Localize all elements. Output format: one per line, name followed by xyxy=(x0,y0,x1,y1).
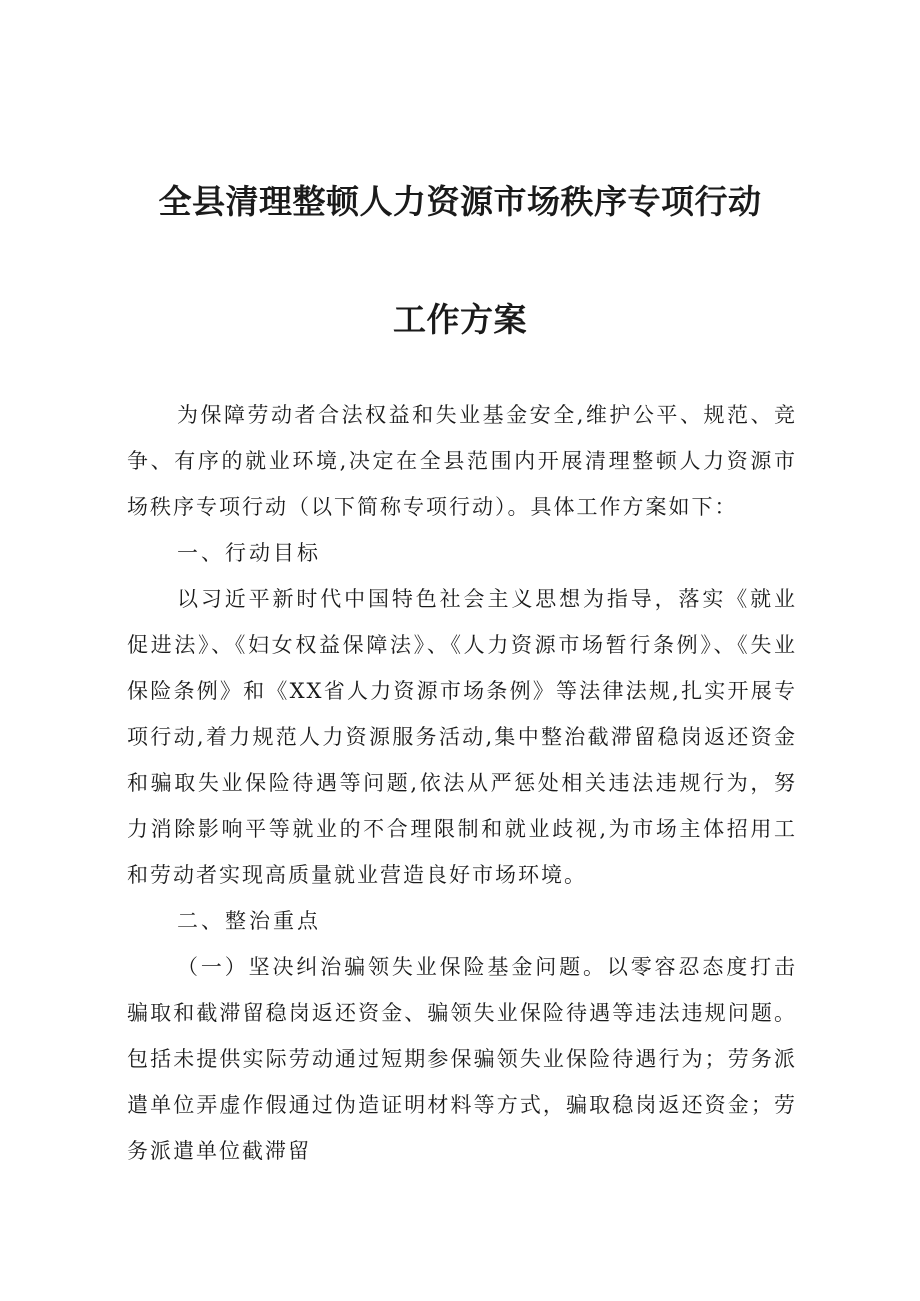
goals-paragraph: 以习近平新时代中国特色社会主义思想为指导，落实《就业促进法》、《妇女权益保障法》、《人力资源市场暂行条例》、《失业保险条例》和《XX省人力资源市场条例》等法律法规,扎实开展专项行动,着力规范人力资源服务活动,集中整治截滞留稳岗返还资金和骗取失业保险待遇等问题,依法从严惩处相关违法违规行为，努力消除影响平等就业的不合理限制和就业歧视,为市场主体招用工和劳动者实现高质量就业营造良好市场环境。 xyxy=(127,587,797,887)
focus-paragraph-1: （一）坚决纠治骗领失业保险基金问题。以零容忍态度打击骗取和截滞留稳岗返还资金、骗领失业保险待遇等违法违规问题。包括未提供实际劳动通过短期参保骗领失业保险待遇行为；劳务派遣单位弄虚作假通过伪造证明材料等方式，骗取稳岗返还资金；劳务派遣单位截滞留 xyxy=(127,955,797,1163)
section-heading-goals: 一、行动目标 xyxy=(177,541,321,565)
intro-paragraph: 为保障劳动者合法权益和失业基金安全,维护公平、规范、竞争、有序的就业环境,决定在全县范围内开展清理整顿人力资源市场秩序专项行动（以下简称专项行动）。具体工作方案如下： xyxy=(127,403,797,519)
section-heading-focus: 二、整治重点 xyxy=(177,909,321,933)
document-title-line-1: 全县清理整顿人力资源市场秩序专项行动 xyxy=(158,182,762,221)
document-title-line-2: 工作方案 xyxy=(393,300,527,339)
document-body xyxy=(127,392,797,1174)
